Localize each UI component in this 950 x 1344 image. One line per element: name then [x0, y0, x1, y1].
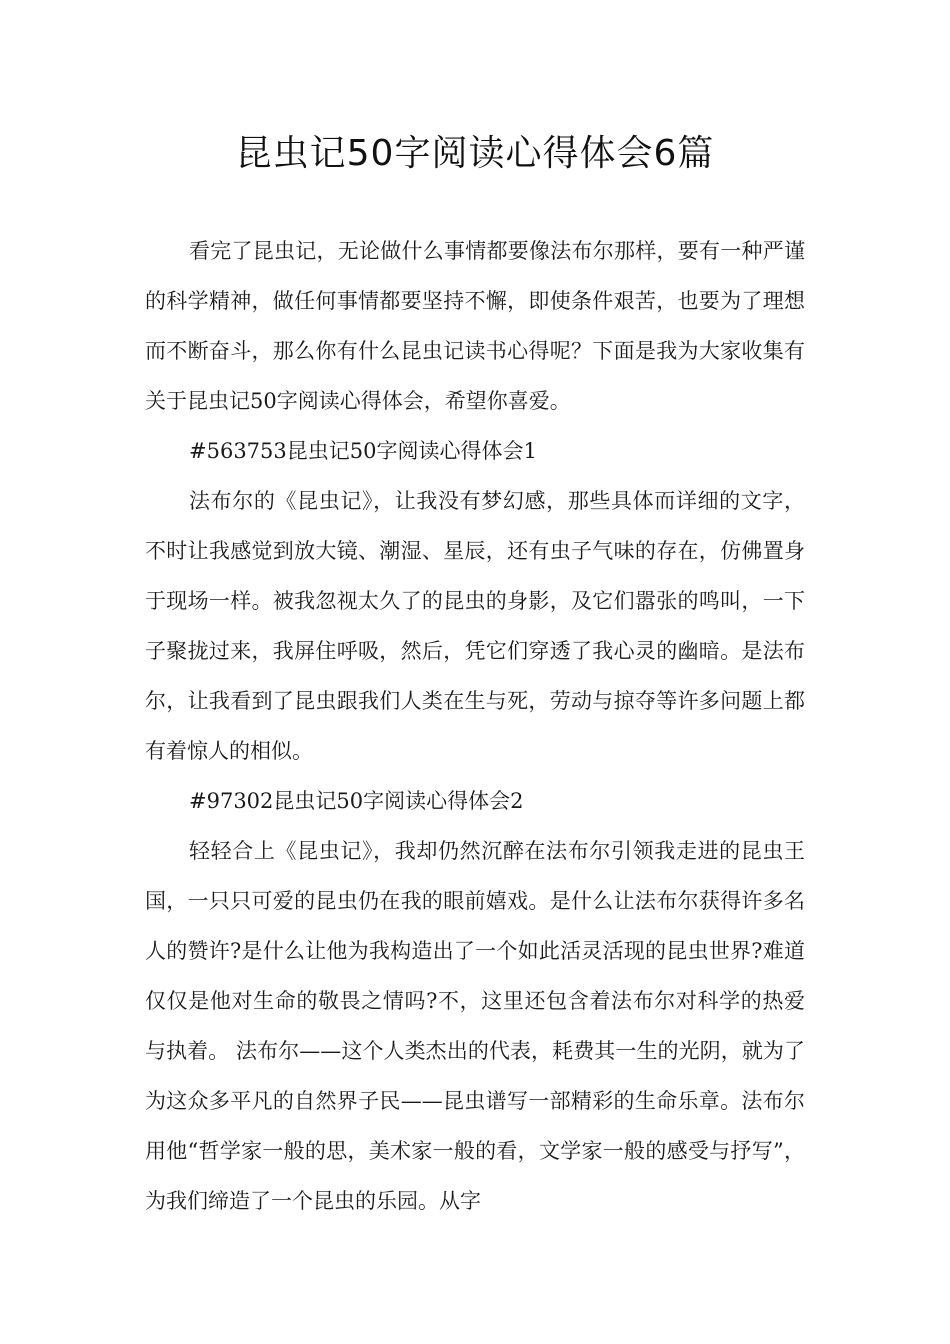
document-title: 昆虫记50字阅读心得体会6篇: [235, 133, 715, 174]
document-body: [145, 226, 805, 1226]
paragraph-essay-1: 法布尔的《昆虫记》，让我没有梦幻感，那些具体而详细的文字，不时让我感觉到放大镜、潮湿、星辰，还有虫子气味的存在，仿佛置身于现场一样。被我忽视太久了的昆虫的身影，及它们嚣张的鸣叫，一下子聚拢过来，我屏住呼吸，然后，凭它们穿透了我心灵的幽暗。是法布尔，让我看到了昆虫跟我们人类在生与死，劳动与掠夺等许多问题上都有着惊人的相似。: [145, 489, 805, 763]
paragraph-essay-2: 轻轻合上《昆虫记》，我却仍然沉醉在法布尔引领我走进的昆虫王国，一只只可爱的昆虫仍在我的眼前嬉戏。是什么让法布尔获得许多名人的赞许?是什么让他为我构造出了一个如此活灵活现的昆虫世界?难道仅仅是他对生命的敬畏之情吗?不，这里还包含着法布尔对科学的热爱与执着。 法布尔——这个人类杰出的代表，耗费其一生的光阴，就为了为这众多平凡的自然界子民——昆虫谱写一部精彩的生命乐章。法布尔用他“哲学家一般的思，美术家一般的看，文学家一般的感受与抒写”，为我们缔造了一个昆虫的乐园。从字: [145, 839, 805, 1213]
paragraph-intro: 看完了昆虫记，无论做什么事情都要像法布尔那样，要有一种严谨的科学精神，做任何事情都要坚持不懈，即使条件艰苦，也要为了理想而不断奋斗，那么你有什么昆虫记读书心得呢？下面是我为大家收集有关于昆虫记50字阅读心得体会，希望你喜爱。: [145, 239, 805, 413]
section-heading-2: #97302昆虫记50字阅读心得体会2: [189, 789, 524, 813]
section-heading-1: #563753昆虫记50字阅读心得体会1: [189, 439, 537, 463]
